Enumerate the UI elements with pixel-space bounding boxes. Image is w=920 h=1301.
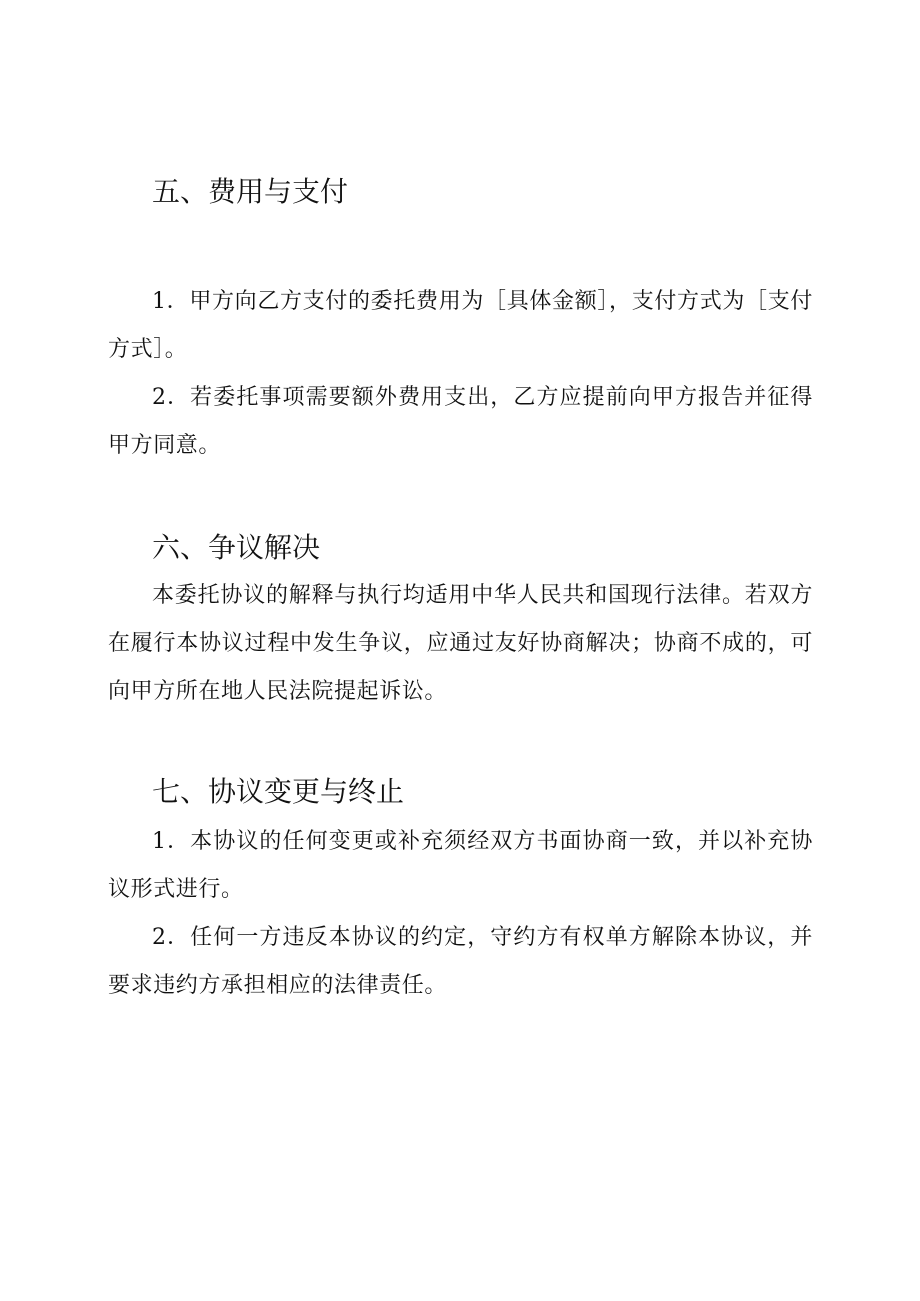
paragraph-fees-2: 2．若委托事项需要额外费用支出，乙方应提前向甲方报告并征得甲方同意。	[108, 385, 813, 458]
section-heading-dispute: 六、争议解决	[152, 531, 321, 564]
paragraph-dispute: 本委托协议的解释与执行均适用中华人民共和国现行法律。若双方在履行本协议过程中发生争议，应通过友好协商解决；协商不成的，可向甲方所在地人民法院提起诉讼。	[108, 583, 813, 704]
paragraph-change-1: 1．本协议的任何变更或补充须经双方书面协商一致，并以补充协议形式进行。	[108, 829, 813, 902]
paragraph-change-2: 2．任何一方违反本协议的约定，守约方有权单方解除本协议，并要求违约方承担相应的法律责任。	[108, 925, 813, 998]
section-heading-fees: 五、费用与支付	[152, 175, 349, 208]
paragraph-fees-1: 1．甲方向乙方支付的委托费用为［具体金额］，支付方式为［支付方式］。	[108, 289, 813, 362]
section-heading-change-termination: 七、协议变更与终止	[152, 775, 405, 808]
